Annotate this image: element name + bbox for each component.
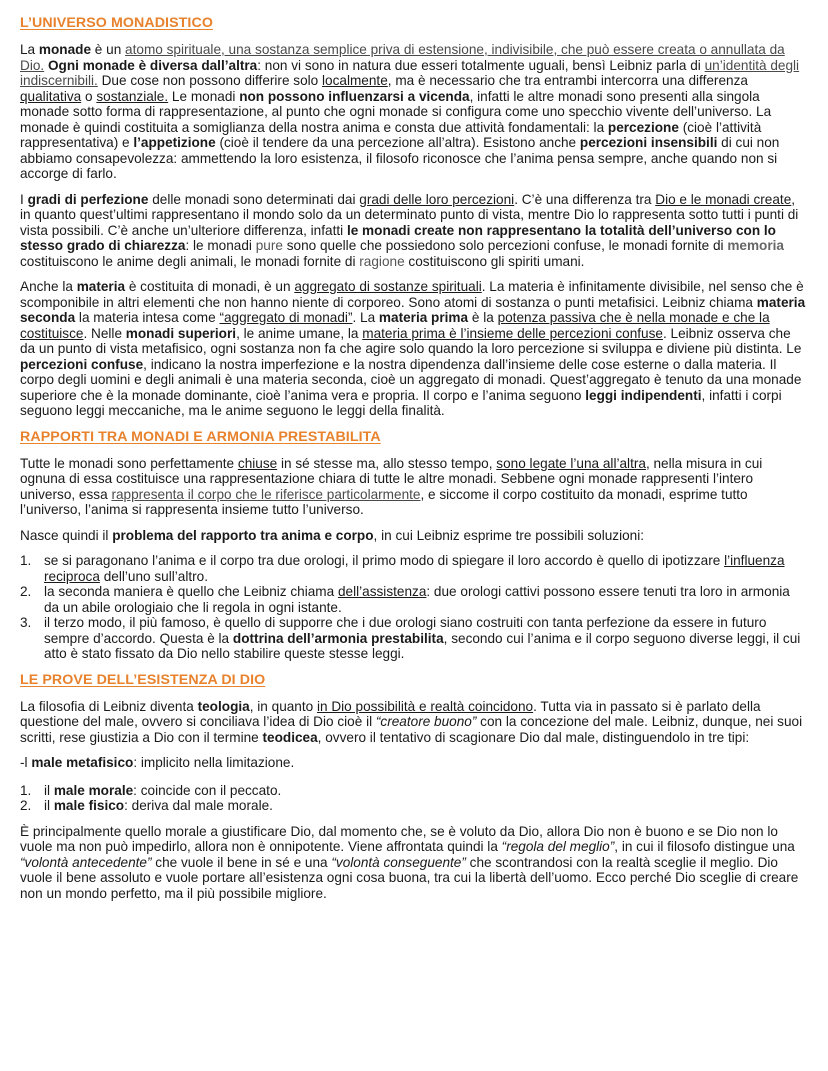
bold-text: male morale <box>53 782 134 798</box>
text: I <box>20 191 28 207</box>
underlined-text: localmente <box>322 73 388 88</box>
underlined-text: Dio e le monadi create <box>655 191 792 207</box>
text: se si paragonano l’anima e il corpo tra due orologi, il primo modo di spiegare il loro accordo è quello di ipotizzare <box>44 553 725 568</box>
bold-text: male fisico <box>53 798 125 813</box>
section-heading-rapporti-monadi: RAPPORTI TRA MONADI E ARMONIA PRESTABILITA <box>20 428 381 445</box>
text: (cioè il tendere da una percezione all’altra). Esistono anche <box>215 135 580 150</box>
section-heading-universo-monadistico: L’UNIVERSO MONADISTICO <box>20 15 213 31</box>
bold-text: l’appetizione <box>133 135 216 150</box>
text: sono quelle che possiedono solo percezioni confuse, le monadi fornite di <box>282 238 728 253</box>
list-number: 3. <box>20 615 32 630</box>
text: , in cui il filosofo distingue una <box>614 839 795 854</box>
underlined-text: rappresenta il corpo che le riferisce particolarmente <box>111 486 421 502</box>
bold-text: percezione <box>607 119 679 135</box>
list-item <box>20 584 808 615</box>
text: , e siccome il corpo costituito da monadi, esprime tutto l’universo, l’anima si rappresenta insieme tutto l’universo. <box>20 486 748 517</box>
text: che scontrandosi con la realtà sceglie il meglio. Dio vuole il bene assoluto e vuole portare all’esistenza ogni cosa buona, tra cui la libertà dell’uomo. Ecco perché Dio sceglie di creare non un mondo perfetto, ma il più possibile migliore. <box>20 854 799 901</box>
text: è costituita di monadi, è un <box>125 279 295 294</box>
text: di cui non abbiamo consapevolezza: ammettendo la loro esistenza, il filosofo riconosce che l’anima pensa sempre, anche quando non si accorge di farlo. <box>20 135 780 181</box>
bold-text: teodicea <box>262 729 318 745</box>
bold-text: dottrina dell’armonia prestabilita <box>232 630 444 646</box>
bold-text: monade <box>38 42 92 57</box>
text: . Nelle <box>83 325 126 341</box>
text: (cioè l’attività rappresentativa) e <box>20 119 762 150</box>
text: , le anime umane, la <box>236 325 363 341</box>
list-number: 1. <box>20 782 32 798</box>
list-number: 1. <box>20 553 32 568</box>
bold-text: gradi di perfezione <box>27 191 149 207</box>
list-item <box>20 783 808 799</box>
italic-text: “regola del meglio” <box>501 839 615 854</box>
solutions-list <box>20 553 808 662</box>
list-item <box>20 798 808 814</box>
text: , infatti le altre monadi sono presenti alla singola monade sotto forma di rappresentazione, al punto che ogni monade si configura come uno specchio vivente dell’universo. La monade è quindi costituita a somiglianza della nostra anima e consta due attività fondamentali: la <box>20 88 772 135</box>
text: costituiscono gli spiriti umani. <box>404 253 585 269</box>
text: : deriva dal male morale. <box>124 798 273 813</box>
text: o <box>81 88 97 104</box>
underlined-text: gradi delle loro percezioni <box>359 191 515 207</box>
text: . Tutta via in passato si è parlato della questione del male, ovvero si conciliava l’idea di Dio cioè il <box>20 698 761 729</box>
italic-text: “volontà antecedente” <box>20 854 152 870</box>
bold-text: materia <box>76 279 126 294</box>
paragraph-gradi-perfezione <box>20 192 808 270</box>
text: dell’uno sull’altro. <box>99 568 208 584</box>
text: , secondo cui l’anima e il corpo seguono diverse leggi, il cui atto è stato fissato da Dio nello stabilire queste stesse leggi. <box>44 630 801 661</box>
list-number: 2. <box>20 584 32 599</box>
text: è un <box>91 42 126 57</box>
paragraph-teologia <box>20 699 808 746</box>
bold-text: monadi superiori <box>125 325 237 341</box>
underlined-text: in Dio possibilità e realtà coincidono <box>316 698 534 714</box>
bold-text: non possono influenzarsi a vicenda <box>239 88 470 104</box>
section-heading-prove-esistenza-dio: LE PROVE DELL’ESISTENZA DI DIO <box>20 671 266 688</box>
bold-text: problema del rapporto tra anima e corpo <box>112 527 374 543</box>
text: è la <box>468 310 498 325</box>
underlined-text: dell’assistenza <box>337 584 427 599</box>
text: Due cose non possono differire solo <box>97 73 323 88</box>
bold-text: leggi indipendenti <box>585 387 702 403</box>
text: , indicano la nostra imperfezione e la nostra dipendenza dall’insieme delle cose esterne o dalla materia. Il corpo degli uomini e degli animali è una materia seconda, cioè un aggregato di monadi. Quest’aggregato è tenuto da una monade superiore che è la monade dominante, cioè l’anima vera e propria. Il corpo e l’anima seguono <box>20 356 802 403</box>
text: : non vi sono in natura due esseri totalmente uguali, bensì Leibniz parla di <box>257 57 705 73</box>
text: , in quanto <box>249 698 317 714</box>
bold-text: materia seconda <box>20 294 806 325</box>
text: La <box>20 42 39 57</box>
text: in sé stesse ma, allo stesso tempo, <box>277 455 497 471</box>
text: : coincide con il peccato. <box>133 782 282 798</box>
underlined-text: atomo spirituale, una sostanza semplice priva di estensione, indivisibile, che può essere creata o annullata da Dio. <box>20 42 785 73</box>
grey-bold-text: memoria <box>727 238 784 253</box>
text: : implicito nella limitazione. <box>133 755 295 770</box>
text: . La <box>352 310 379 325</box>
underlined-text: chiuse <box>237 455 278 471</box>
text: che vuole il bene in sé e una <box>151 854 332 870</box>
text: con la concezione del male. Leibniz, dunque, nei suoi scritti, rese giustizia a Dio con il termine <box>20 714 803 745</box>
text: , in quanto quest’ultimi rappresentano il mondo solo da un determinato punto di vista, mentre Dio lo rappresenta sotto tutti i punti di vista possibili. C’è anche un’ulteriore differenza, infatti <box>20 191 799 238</box>
text: , nella misura in cui ognuna di essa costituisce una rappresentazione chiara di tutte le altre monadi. Sebbene ogni monade rappresenti l’intero universo, essa <box>20 455 763 502</box>
text: delle monadi sono determinati dai <box>148 191 360 207</box>
italic-text: “creatore buono” <box>375 714 477 729</box>
underlined-text: sostanziale. <box>96 88 169 104</box>
text: : due orologi cattivi possono essere tenuti tra loro in armonia da un abile orologiaio che li regola in ogni istante. <box>44 584 790 615</box>
paragraph-regola-del-meglio <box>20 824 808 902</box>
text: il <box>44 798 54 813</box>
paragraph-problema-anima-corpo <box>20 528 808 544</box>
text: Nasce quindi il <box>20 527 113 543</box>
paragraph-materia <box>20 279 808 419</box>
text: , in cui Leibniz esprime tre possibili soluzioni: <box>373 527 645 543</box>
italic-text: “volontà conseguente” <box>331 854 466 870</box>
underlined-text: aggregato di sostanze spirituali <box>294 279 482 294</box>
text: , ma è necessario che tra entrambi intercorra una differenza <box>387 73 748 88</box>
bold-text: Ogni monade è diversa dall’altra <box>47 57 258 73</box>
underlined-text: sono legate l’una all’altra <box>496 455 646 471</box>
grey-text: pure <box>255 238 283 253</box>
text: costituiscono le anime degli animali, le monadi fornite di <box>20 253 360 269</box>
list-number: 2. <box>20 798 32 813</box>
text: il <box>44 782 54 798</box>
bold-text: le monadi create non rappresentano la totalità dell’universo con lo stesso grado di chiarezza <box>20 222 776 253</box>
paragraph-monadi-chiuse <box>20 456 808 518</box>
bold-text: materia prima <box>378 310 469 325</box>
list-item <box>20 553 808 584</box>
bold-text: percezioni insensibili <box>579 135 718 150</box>
text: : le monadi <box>185 238 256 253</box>
text: Anche la <box>20 279 77 294</box>
bold-text: male metafisico <box>31 755 134 770</box>
paragraph-monade <box>20 42 808 182</box>
male-metafisico-line <box>20 755 808 771</box>
text: Tutte le monadi sono perfettamente <box>20 455 238 471</box>
text: Le monadi <box>168 88 240 104</box>
text: la materia intesa come <box>75 310 220 325</box>
text: , infatti i corpi seguono leggi meccaniche, ma le anime seguono le leggi della finalità. <box>20 387 782 418</box>
underlined-text: l’influenza reciproca <box>44 553 785 584</box>
bold-text: percezioni confuse <box>20 356 144 372</box>
list-item <box>20 615 808 662</box>
text: . C’è una differenza tra <box>514 191 656 207</box>
text: la seconda maniera è quello che Leibniz chiama <box>44 584 338 599</box>
underlined-text: qualitativa <box>20 88 82 104</box>
text: È principalmente quello morale a giustificare Dio, dal momento che, se è voluto da Dio, allora Dio non è buono e se Dio non lo vuole ma non può impedirlo, allora non è onnipotente. Viene affrontata quindi la <box>20 823 778 854</box>
text: , ovvero il tentativo di scagionare Dio dal male, distinguendolo in tre tipi: <box>317 729 750 745</box>
underlined-text: “aggregato di monadi” <box>219 310 353 325</box>
male-list <box>20 783 808 814</box>
grey-text: ragione <box>359 253 405 269</box>
text: La filosofia di Leibniz diventa <box>20 698 198 714</box>
text: . Leibniz osserva che da un punto di vista metafisico, ogni sostanza non fa che agire solo quando la loro percezione si sviluppa e diviene più distinta. Le <box>20 325 802 356</box>
underlined-text: materia prima è l’insieme delle percezioni confuse <box>362 325 663 341</box>
bold-text: teologia <box>197 698 250 714</box>
underlined-text: un’identità degli indiscernibili. <box>20 57 800 88</box>
underlined-text: potenza passiva che è nella monade e che la costituisce <box>20 310 770 341</box>
text: -l <box>20 755 32 770</box>
text: . La materia è infinitamente divisibile, nel senso che è scomponibile in altri elementi che non hanno niente di corporeo. Sono atomi di sostanza o punti metafisici. Leibniz chiama <box>20 279 804 310</box>
text: il terzo modo, il più famoso, è quello di supporre che i due orologi siano costruiti con tanta perfezione da essere in futuro sempre d’accordo. Questa è la <box>44 615 767 646</box>
